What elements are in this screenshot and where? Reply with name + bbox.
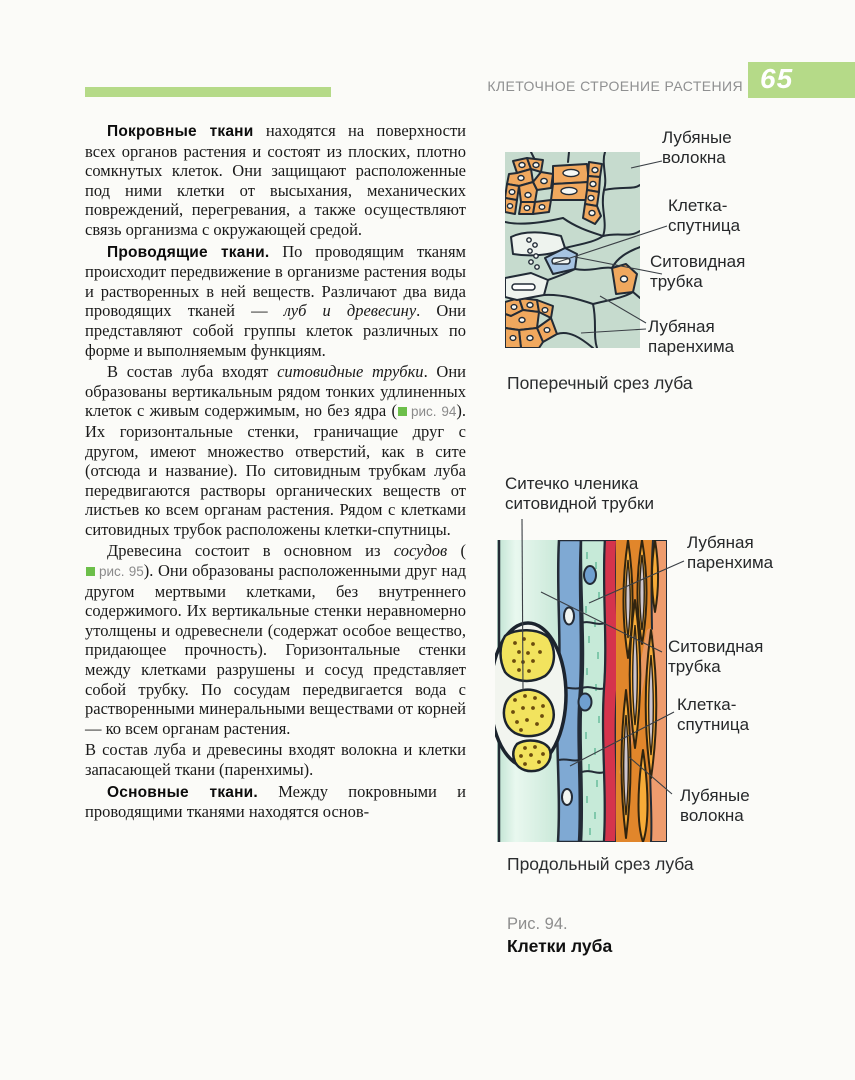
label-companion-cell-2: Клетка-спутница bbox=[677, 695, 750, 734]
longitudinal-section-caption: Продольный срез луба bbox=[507, 854, 694, 874]
text-run: Основные ткани. bbox=[107, 783, 258, 801]
cross-section-illustration bbox=[505, 152, 640, 348]
figure-number: Рис. 94. bbox=[507, 915, 568, 933]
figure-reference-text: рис. 94 bbox=[410, 404, 457, 420]
text-run: Покровные ткани bbox=[107, 123, 254, 140]
text-run: Проводящие ткани. bbox=[107, 243, 270, 261]
page-number-box bbox=[748, 62, 855, 98]
text-run: сосудов bbox=[393, 541, 448, 561]
figure-marker-icon bbox=[398, 407, 407, 416]
article bbox=[85, 121, 466, 824]
label-phloem-fibers-2: Лубяные волокна bbox=[680, 786, 750, 825]
label-phloem-fibers: Лубяные волокна bbox=[662, 128, 732, 167]
paragraph bbox=[85, 740, 466, 779]
text-run: ). Они образованы расположенными друг над другом мертвыми клетками, без внутреннего содержимого. Их вертикальные стенки неравномерно утолщены и одревеснели (содержат особое вещество, придающее прочность). Горизонтальные стенки между клетками разрушены и сосуд представляет собой трубку. По сосудам передвигается вода с растворенными минеральными веществами от корней — ко всем органам растения. bbox=[85, 561, 467, 738]
figure-reference bbox=[397, 401, 456, 420]
figure-reference-text: рис. 95 bbox=[99, 564, 144, 580]
label-sieve-tube-2: Ситовидная трубка bbox=[668, 637, 764, 676]
text-run: луб и древесину bbox=[283, 301, 417, 321]
paragraph bbox=[85, 242, 466, 361]
figure-marker-icon bbox=[86, 567, 95, 576]
text-run: ( bbox=[447, 541, 466, 561]
cross-section-caption: Поперечный срез луба bbox=[507, 373, 693, 393]
paragraph bbox=[85, 362, 466, 539]
label-sieve-plate: Ситечко членика ситовидной трубки bbox=[505, 474, 654, 513]
text-run: По проводящим тканям происходит передвижение в организме растения воды и растворенных в ней веществ. Различают два вида проводящих тканей — bbox=[85, 241, 466, 321]
label-companion-cell: Клетка-спутница bbox=[668, 196, 741, 235]
running-head: КЛЕТОЧНОЕ СТРОЕНИЕ РАСТЕНИЯ bbox=[487, 78, 743, 94]
header-green-bar bbox=[85, 87, 331, 97]
label-phloem-parenchyma: Лубяная паренхима bbox=[648, 317, 735, 356]
paragraph bbox=[85, 782, 466, 822]
text-run: ситовидные трубки bbox=[277, 362, 424, 382]
text-run: В состав луба входят bbox=[107, 362, 278, 382]
text-run: Древесина состоит в основном из bbox=[107, 541, 394, 561]
cross-section-figure bbox=[505, 152, 640, 353]
figure-title: Клетки луба bbox=[507, 936, 613, 956]
text-run: Между покровными и проводящими тканями находятся основ- bbox=[85, 781, 467, 822]
text-run: ). Их горизонтальные стенки, граничащие друг с другом, имеют множество отверстий, как в сите (отсюда и название). По ситовидным трубкам луба передвигаются растворы органических веществ от листьев ко всем органам растения. Рядом с клетками ситовидных трубок расположены клетки-спутницы. bbox=[85, 401, 466, 539]
longitudinal-section-figure bbox=[495, 540, 667, 847]
longitudinal-section-illustration bbox=[495, 540, 667, 842]
text-run: . Они образованы вертикальным рядом тонких удлиненных клеток с живым содержимым, но без ядра ( bbox=[85, 362, 466, 421]
text-run: В состав луба и древесины входят волокна и клетки запасающей ткани (паренхимы). bbox=[85, 740, 466, 779]
text-run: . Они представляют собой группы клеток различных по форме и выполняемым функциям. bbox=[85, 301, 467, 360]
label-phloem-parenchyma-2: Лубяная паренхима bbox=[687, 533, 774, 572]
paragraph bbox=[85, 541, 466, 738]
text-run: находятся на поверхности всех органов растения и состоят из плоских, плотно сомкнутых клеток. Они защищают расположенные под ними клетки от высыхания, механических повреждений, перегревания, а также осуществляют связь организма с окружающей средой. bbox=[85, 121, 466, 239]
figure-reference bbox=[85, 561, 144, 580]
page-number: 65 bbox=[760, 63, 794, 94]
label-sieve-tube: Ситовидная трубка bbox=[650, 252, 746, 291]
paragraph bbox=[85, 121, 466, 240]
